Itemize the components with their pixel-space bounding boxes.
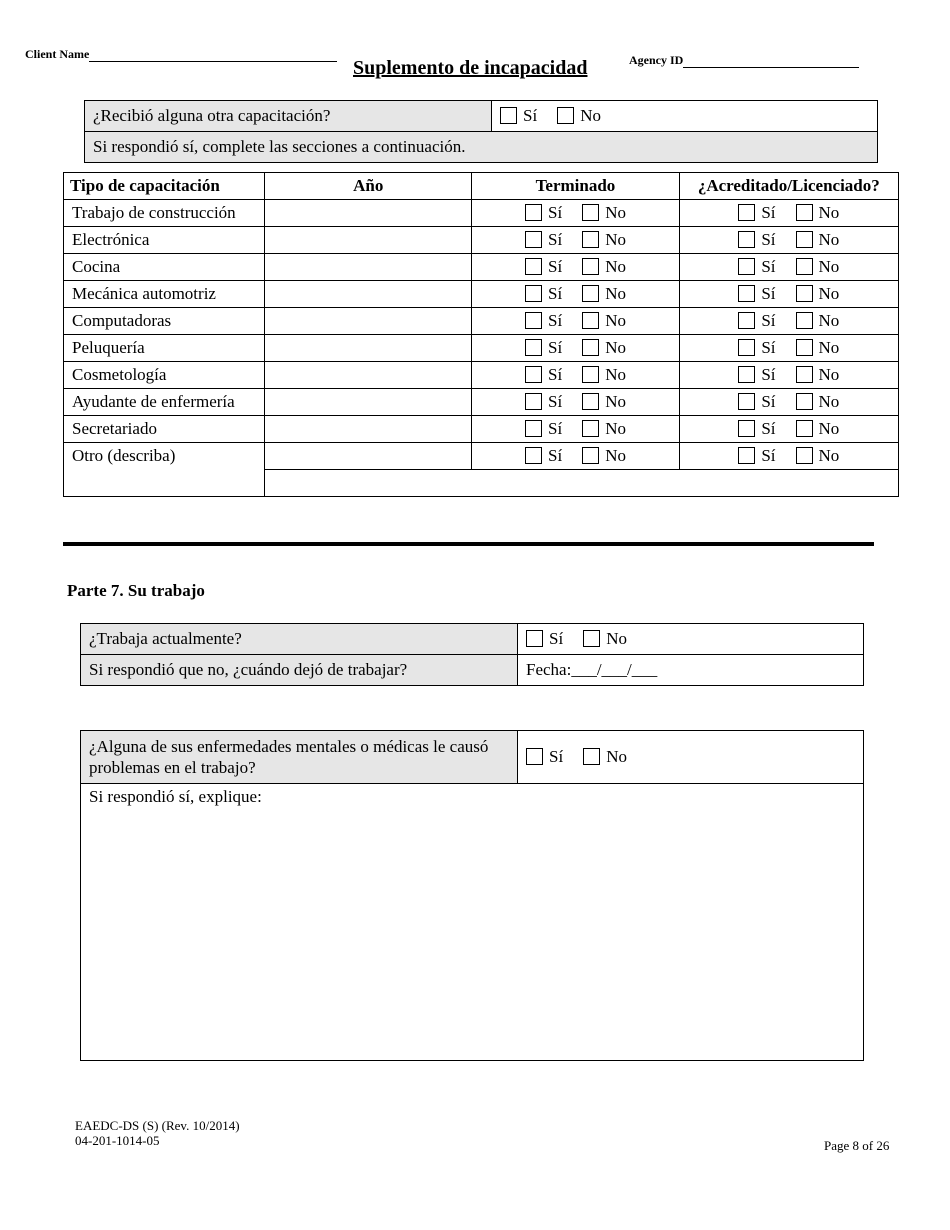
part7-heading: Parte 7. Su trabajo bbox=[67, 581, 205, 600]
completed-cell bbox=[472, 443, 679, 470]
yes-label: Sí bbox=[548, 230, 563, 249]
accredited-yes-checkbox[interactable] bbox=[738, 420, 755, 437]
completed-cell bbox=[472, 416, 679, 443]
year-input[interactable] bbox=[265, 281, 472, 308]
stopped-date-field[interactable]: Fecha:___/___/___ bbox=[518, 655, 864, 686]
completed-cell bbox=[472, 362, 679, 389]
table-row bbox=[64, 335, 899, 362]
accredited-cell bbox=[679, 389, 898, 416]
accredited-no-checkbox[interactable] bbox=[796, 285, 813, 302]
yes-label: Sí bbox=[549, 629, 564, 648]
yes-label: Sí bbox=[761, 284, 776, 303]
completed-yes-checkbox[interactable] bbox=[525, 258, 542, 275]
no-label: No bbox=[818, 338, 840, 357]
yes-label: Sí bbox=[549, 747, 564, 766]
training-type: Otro (describa) bbox=[64, 443, 265, 497]
yes-label: Sí bbox=[523, 106, 538, 125]
accredited-no-checkbox[interactable] bbox=[796, 339, 813, 356]
no-label: No bbox=[580, 106, 601, 125]
yes-label: Sí bbox=[548, 338, 563, 357]
working-question: ¿Trabaja actualmente? bbox=[81, 624, 518, 655]
accredited-no-checkbox[interactable] bbox=[796, 393, 813, 410]
yes-label: Sí bbox=[548, 203, 563, 222]
training-type: Peluquería bbox=[64, 335, 265, 362]
completed-cell bbox=[472, 254, 679, 281]
table-row bbox=[64, 389, 899, 416]
yes-label: Sí bbox=[761, 446, 776, 465]
no-label: No bbox=[605, 338, 626, 357]
yes-label: Sí bbox=[548, 419, 563, 438]
completed-no-checkbox[interactable] bbox=[582, 339, 599, 356]
year-input[interactable] bbox=[265, 227, 472, 254]
completed-yes-checkbox[interactable] bbox=[525, 231, 542, 248]
table-row bbox=[64, 227, 899, 254]
year-input[interactable] bbox=[265, 416, 472, 443]
no-label: No bbox=[605, 230, 626, 249]
training-question-answer bbox=[492, 101, 878, 132]
agency-id-field bbox=[629, 53, 859, 68]
completed-cell bbox=[472, 227, 679, 254]
accredited-no-checkbox[interactable] bbox=[796, 204, 813, 221]
completed-yes-checkbox[interactable] bbox=[525, 447, 542, 464]
completed-no-checkbox[interactable] bbox=[582, 393, 599, 410]
col-header-type: Tipo de capacitación bbox=[64, 173, 265, 200]
no-label: No bbox=[818, 365, 840, 384]
completed-no-checkbox[interactable] bbox=[582, 366, 599, 383]
no-label: No bbox=[818, 419, 840, 438]
explain-label: Si respondió sí, explique: bbox=[89, 787, 262, 806]
illness-yes-checkbox[interactable] bbox=[526, 748, 543, 765]
year-input[interactable] bbox=[265, 443, 472, 470]
no-label: No bbox=[605, 446, 626, 465]
footer-form-number: 04-201-1014-05 bbox=[75, 1133, 160, 1148]
year-input[interactable] bbox=[265, 389, 472, 416]
yes-label: Sí bbox=[761, 311, 776, 330]
training-question-table bbox=[84, 100, 878, 163]
yes-label: Sí bbox=[761, 392, 776, 411]
accredited-yes-checkbox[interactable] bbox=[738, 366, 755, 383]
no-label: No bbox=[605, 311, 626, 330]
agency-id-line[interactable] bbox=[683, 55, 859, 68]
training-yes-checkbox[interactable] bbox=[500, 107, 517, 124]
year-input[interactable] bbox=[265, 362, 472, 389]
no-label: No bbox=[605, 392, 626, 411]
completed-cell bbox=[472, 335, 679, 362]
training-question-cell bbox=[85, 101, 492, 132]
year-input[interactable] bbox=[265, 254, 472, 281]
accredited-cell bbox=[679, 200, 898, 227]
footer-form-id: EAEDC-DS (S) (Rev. 10/2014) bbox=[75, 1118, 240, 1133]
yes-label: Sí bbox=[548, 365, 563, 384]
yes-label: Sí bbox=[548, 284, 563, 303]
client-name-label: Client Name bbox=[25, 47, 90, 61]
yes-label: Sí bbox=[761, 257, 776, 276]
completed-no-checkbox[interactable] bbox=[582, 258, 599, 275]
working-no-checkbox[interactable] bbox=[583, 630, 600, 647]
accredited-cell bbox=[679, 254, 898, 281]
client-name-field bbox=[25, 47, 337, 62]
working-answer bbox=[518, 624, 864, 655]
yes-label: Sí bbox=[548, 446, 563, 465]
accredited-cell bbox=[679, 281, 898, 308]
training-type: Trabajo de construcción bbox=[64, 200, 265, 227]
completed-yes-checkbox[interactable] bbox=[525, 393, 542, 410]
accredited-yes-checkbox[interactable] bbox=[738, 204, 755, 221]
yes-label: Sí bbox=[548, 392, 563, 411]
training-type: Cosmetología bbox=[64, 362, 265, 389]
illness-question: ¿Alguna de sus enfermedades mentales o médicas le causó problemas en el trabajo? bbox=[81, 731, 518, 784]
completed-yes-checkbox[interactable] bbox=[525, 312, 542, 329]
table-row bbox=[64, 200, 899, 227]
completed-no-checkbox[interactable] bbox=[582, 231, 599, 248]
table-row bbox=[64, 308, 899, 335]
no-label: No bbox=[818, 230, 840, 249]
accredited-yes-checkbox[interactable] bbox=[738, 393, 755, 410]
stopped-question: Si respondió que no, ¿cuándo dejó de trabajar? bbox=[81, 655, 518, 686]
illness-table bbox=[80, 730, 864, 1061]
yes-label: Sí bbox=[761, 419, 776, 438]
accredited-yes-checkbox[interactable] bbox=[738, 285, 755, 302]
col-header-completed: Terminado bbox=[472, 173, 679, 200]
accredited-cell bbox=[679, 308, 898, 335]
yes-label: Sí bbox=[761, 338, 776, 357]
completed-no-checkbox[interactable] bbox=[582, 285, 599, 302]
table-row bbox=[64, 416, 899, 443]
page-title: Suplemento de incapacidad bbox=[353, 57, 588, 79]
accredited-yes-checkbox[interactable] bbox=[738, 312, 755, 329]
year-input[interactable] bbox=[265, 200, 472, 227]
training-type: Computadoras bbox=[64, 308, 265, 335]
training-type: Secretariado bbox=[64, 416, 265, 443]
yes-label: Sí bbox=[761, 203, 776, 222]
yes-label: Sí bbox=[548, 311, 563, 330]
completed-yes-checkbox[interactable] bbox=[525, 339, 542, 356]
accredited-cell bbox=[679, 227, 898, 254]
yes-label: Sí bbox=[761, 230, 776, 249]
table-row bbox=[64, 362, 899, 389]
explain-area[interactable] bbox=[81, 784, 864, 1061]
table-row bbox=[64, 281, 899, 308]
yes-label: Sí bbox=[761, 365, 776, 384]
accredited-cell bbox=[679, 416, 898, 443]
footer-form-info bbox=[75, 1118, 240, 1148]
accredited-no-checkbox[interactable] bbox=[796, 312, 813, 329]
training-question: ¿Recibió alguna otra capacitación? bbox=[93, 106, 331, 125]
completed-cell bbox=[472, 389, 679, 416]
accredited-yes-checkbox[interactable] bbox=[738, 231, 755, 248]
col-header-accredited: ¿Acreditado/Licenciado? bbox=[679, 173, 898, 200]
completed-yes-checkbox[interactable] bbox=[525, 204, 542, 221]
accredited-yes-checkbox[interactable] bbox=[738, 447, 755, 464]
illness-answer bbox=[518, 731, 864, 784]
no-label: No bbox=[818, 284, 840, 303]
no-label: No bbox=[818, 311, 840, 330]
training-type: Electrónica bbox=[64, 227, 265, 254]
no-label: No bbox=[818, 446, 840, 465]
no-label: No bbox=[606, 629, 627, 648]
completed-cell bbox=[472, 281, 679, 308]
yes-label: Sí bbox=[548, 257, 563, 276]
table-row bbox=[64, 254, 899, 281]
client-name-line[interactable] bbox=[89, 49, 337, 62]
page-number: Page 8 of 26 bbox=[824, 1138, 890, 1153]
no-label: No bbox=[606, 747, 627, 766]
training-table bbox=[63, 172, 899, 497]
completed-no-checkbox[interactable] bbox=[582, 312, 599, 329]
year-input[interactable] bbox=[265, 335, 472, 362]
col-header-year: Año bbox=[265, 173, 472, 200]
no-label: No bbox=[605, 257, 626, 276]
completed-yes-checkbox[interactable] bbox=[525, 420, 542, 437]
illness-no-checkbox[interactable] bbox=[583, 748, 600, 765]
accredited-cell bbox=[679, 362, 898, 389]
accredited-cell bbox=[679, 335, 898, 362]
no-label: No bbox=[818, 203, 840, 222]
section-divider bbox=[63, 542, 874, 546]
completed-yes-checkbox[interactable] bbox=[525, 285, 542, 302]
no-label: No bbox=[818, 257, 840, 276]
year-input[interactable] bbox=[265, 308, 472, 335]
no-label: No bbox=[605, 365, 626, 384]
accredited-cell bbox=[679, 443, 898, 470]
no-label: No bbox=[818, 392, 840, 411]
agency-id-label: Agency ID bbox=[629, 53, 684, 67]
no-label: No bbox=[605, 419, 626, 438]
training-instruction: Si respondió sí, complete las secciones a continuación. bbox=[85, 132, 878, 163]
accredited-no-checkbox[interactable] bbox=[796, 366, 813, 383]
accredited-yes-checkbox[interactable] bbox=[738, 258, 755, 275]
no-label: No bbox=[605, 284, 626, 303]
completed-no-checkbox[interactable] bbox=[582, 447, 599, 464]
completed-cell bbox=[472, 200, 679, 227]
training-no-checkbox[interactable] bbox=[557, 107, 574, 124]
training-type: Cocina bbox=[64, 254, 265, 281]
accredited-no-checkbox[interactable] bbox=[796, 447, 813, 464]
accredited-no-checkbox[interactable] bbox=[796, 231, 813, 248]
completed-yes-checkbox[interactable] bbox=[525, 366, 542, 383]
other-description-input[interactable] bbox=[265, 470, 899, 497]
accredited-no-checkbox[interactable] bbox=[796, 258, 813, 275]
completed-cell bbox=[472, 308, 679, 335]
no-label: No bbox=[605, 203, 626, 222]
training-table-body bbox=[64, 200, 899, 497]
table-row bbox=[64, 443, 899, 470]
training-type: Ayudante de enfermería bbox=[64, 389, 265, 416]
accredited-yes-checkbox[interactable] bbox=[738, 339, 755, 356]
working-yes-checkbox[interactable] bbox=[526, 630, 543, 647]
training-type: Mecánica automotriz bbox=[64, 281, 265, 308]
accredited-no-checkbox[interactable] bbox=[796, 420, 813, 437]
completed-no-checkbox[interactable] bbox=[582, 420, 599, 437]
completed-no-checkbox[interactable] bbox=[582, 204, 599, 221]
work-status-table bbox=[80, 623, 864, 686]
